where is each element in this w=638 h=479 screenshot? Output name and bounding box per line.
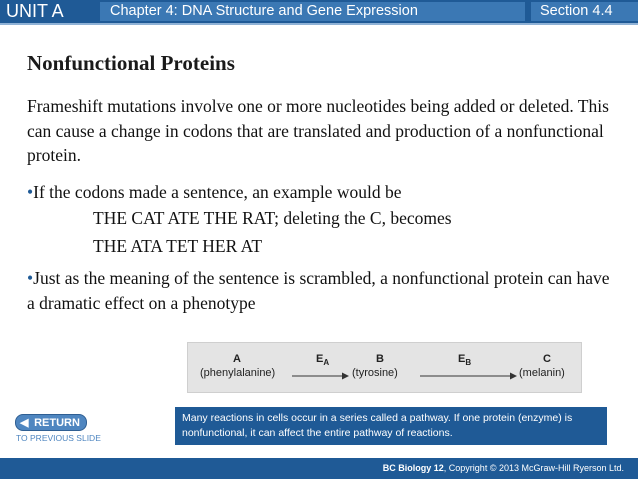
return-button-label: RETURN	[34, 417, 80, 429]
enzyme-b-label: $E_B$	[458, 353, 472, 368]
diagram-caption: Many reactions in cells occur in a series called a pathway. If one protein (enzyme) is nonfunctional, it can affect the entire pathway of reactions.	[175, 407, 607, 445]
slide-footer	[0, 458, 638, 479]
return-arrow-icon: ◀	[20, 417, 29, 429]
example-line-mutated: THE ATA TET HER AT	[93, 236, 263, 256]
footer-copyright: , Copyright © 2013 McGraw-Hill Ryerson Ltd.	[443, 463, 624, 473]
node-b-name: (tyrosine)	[352, 367, 398, 379]
header-divider	[0, 23, 638, 25]
node-b-label: B	[376, 353, 384, 365]
return-button[interactable]	[15, 414, 87, 431]
bullet-text: Just as the meaning of the sentence is scrambled, a nonfunctional protein can have a dramatic effect on a phenotype	[27, 268, 610, 313]
bullet-icon: •	[27, 182, 34, 202]
example-line-original: THE CAT ATE THE RAT; deleting the C, becomes	[93, 208, 452, 228]
node-c-label: C	[543, 353, 551, 365]
pathway-diagram	[187, 342, 582, 393]
bullet-icon: •	[27, 268, 34, 288]
section-label: Section 4.4	[531, 2, 638, 21]
enzyme-a-label: $E_A$	[316, 353, 330, 368]
slide-title: Nonfunctional Proteins	[27, 51, 235, 75]
bullet-item-example	[27, 180, 617, 205]
slide-header	[0, 0, 638, 23]
unit-label: UNIT A	[6, 1, 64, 21]
node-a-name: (phenylalanine)	[200, 367, 276, 379]
node-a-label: A	[233, 353, 241, 365]
copyright-notice	[383, 458, 624, 479]
intro-paragraph: Frameshift mutations involve one or more nucleotides being added or deleted. This can cause a change in codons that are translated and production of a nonfunctional protein.	[27, 96, 609, 165]
bullet-item-phenotype	[27, 266, 617, 315]
node-c-name: (melanin)	[519, 367, 565, 379]
return-link-caption[interactable]: TO PREVIOUS SLIDE	[16, 433, 101, 443]
bullet-text: If the codons made a sentence, an example would be	[33, 182, 402, 202]
footer-brand: BC Biology 12	[382, 463, 444, 473]
chapter-label: Chapter 4: DNA Structure and Gene Expression	[100, 2, 525, 21]
